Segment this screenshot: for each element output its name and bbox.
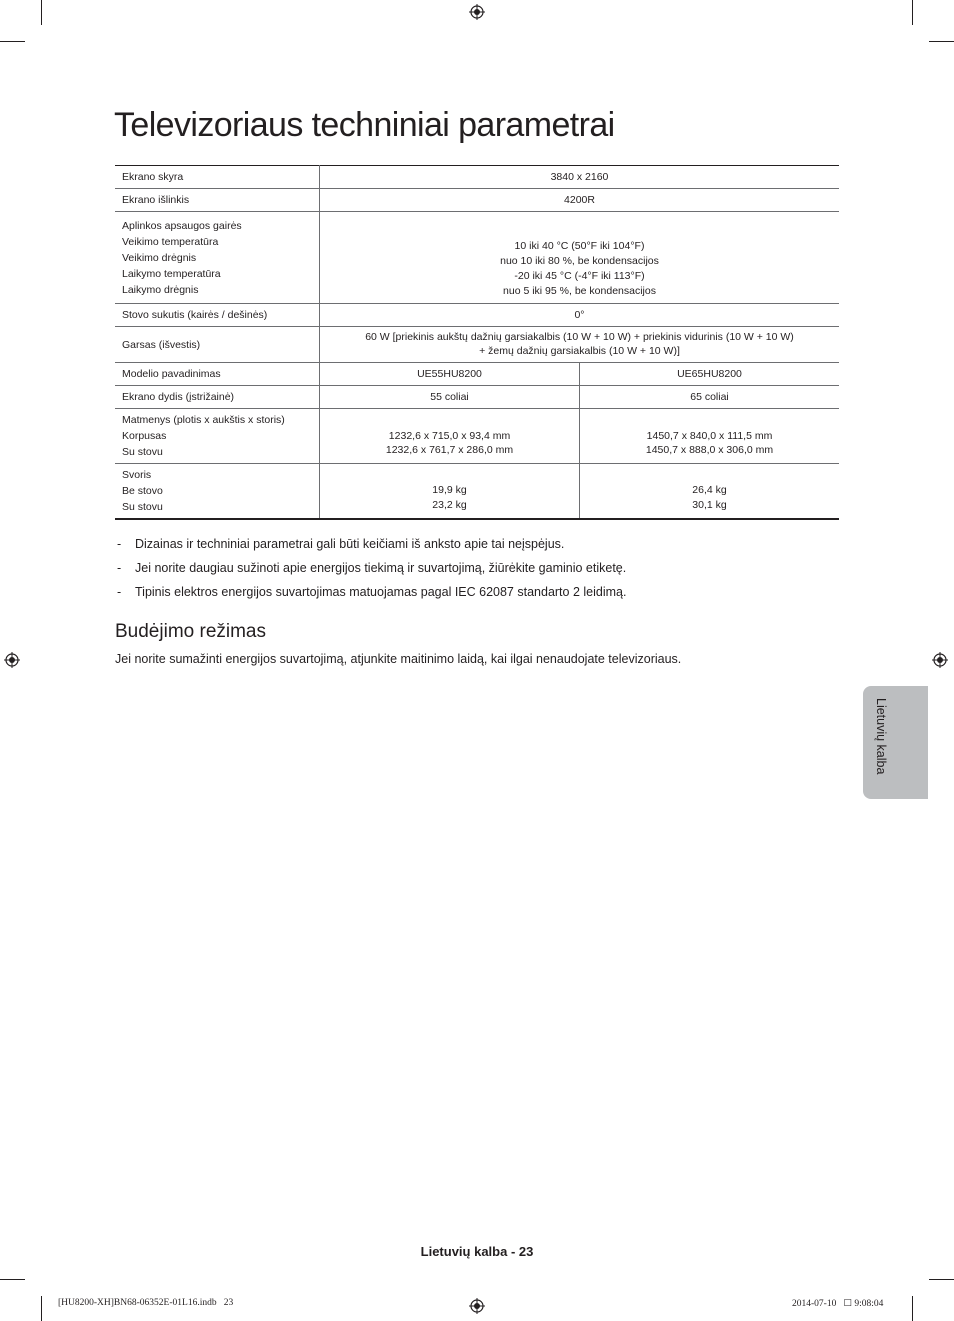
page-title: Televizoriaus techniniai parametrai [114,106,615,144]
section-heading: Budėjimo režimas [115,621,266,642]
row-value-col1: 55 coliai [320,386,580,409]
bullet-dash: - [117,561,122,575]
registration-mark-icon [4,652,20,668]
registration-mark-icon [469,1298,485,1314]
row-value-col2: 1450,7 x 840,0 x 111,5 mm 1450,7 x 888,0 x 306,0 mm [580,409,840,464]
table-row [115,409,839,464]
row-label: Garsas (išvestis) [115,327,320,363]
row-value: 10 iki 40 °C (50°F iki 104°F) nuo 10 iki 80 %, be kondensacijos -20 iki 45 °C (-4°F iki 113°F) nuo 5 iki 95 %, be kondensacijos [320,212,840,304]
row-value: 3840 x 2160 [320,166,840,189]
bullet-dash: - [117,537,122,551]
registration-mark-icon [932,652,948,668]
table-row [115,189,839,212]
spec-table [115,165,839,520]
crop-mark [929,1279,954,1280]
table-row [115,304,839,327]
row-value-col2: 65 coliai [580,386,840,409]
list-item: - Jei norite daugiau sužinoti apie energijos tiekimą ir suvartojimą, žiūrėkite gaminio etiketę. [117,561,627,575]
bullet-dash: - [117,585,122,599]
table-row [115,166,839,189]
row-value: 4200R [320,189,840,212]
row-label: Aplinkos apsaugos gairės Veikimo temperatūra Veikimo drėgnis Laikymo temperatūra Laikymo drėgnis [115,212,320,304]
row-value-col1: 1232,6 x 715,0 x 93,4 mm 1232,6 x 761,7 x 286,0 mm [320,409,580,464]
table-row [115,327,839,363]
row-label: Matmenys (plotis x aukštis x storis) Korpusas Su stovu [115,409,320,464]
crop-mark [0,1279,25,1280]
language-side-tab [863,686,928,799]
row-value: 0° [320,304,840,327]
print-slug-date: 2014-07-10 ☐ 9:08:04 [792,1299,884,1309]
row-value-col2: 26,4 kg 30,1 kg [580,464,840,519]
row-label: Svoris Be stovo Su stovu [115,464,320,519]
table-row [115,363,839,386]
crop-mark [912,1296,913,1321]
crop-mark [41,0,42,25]
crop-mark [41,1296,42,1321]
registration-mark-icon [469,4,485,20]
row-label: Modelio pavadinimas [115,363,320,386]
row-value-col1: UE55HU8200 [320,363,580,386]
print-slug-file: [HU8200-XH]BN68-06352E-01L16.indb 23 [58,1298,234,1308]
row-value: 60 W [priekinis aukštų dažnių garsiakalbis (10 W + 10 W) + priekinis vidurinis (10 W + 10 W) + žemų dažnių garsiakalbis (10 W + 10 W)] [320,327,840,363]
section-text: Jei norite sumažinti energijos suvartojimą, atjunkite maitinimo laidą, kai ilgai nenaudojate televizoriaus. [115,652,682,666]
table-row [115,464,839,519]
table-row [115,386,839,409]
page-footer: Lietuvių kalba - 23 [420,1244,534,1259]
side-tab-label: Lietuvių kalba [874,698,888,775]
list-item: - Dizainas ir techniniai parametrai gali būti keičiami iš anksto apie tai neįspėjus. [117,537,565,551]
row-label: Ekrano išlinkis [115,189,320,212]
row-value-col2: UE65HU8200 [580,363,840,386]
table-row [115,212,839,304]
row-value-col1: 19,9 kg 23,2 kg [320,464,580,519]
crop-mark [0,41,25,42]
crop-mark [929,41,954,42]
list-item: - Tipinis elektros energijos suvartojimas matuojamas pagal IEC 62087 standarto 2 leidimą. [117,585,627,599]
row-label: Stovo sukutis (kairės / dešinės) [115,304,320,327]
crop-mark [912,0,913,25]
row-label: Ekrano skyra [115,166,320,189]
row-label: Ekrano dydis (įstrižainė) [115,386,320,409]
notes-list [117,536,626,608]
